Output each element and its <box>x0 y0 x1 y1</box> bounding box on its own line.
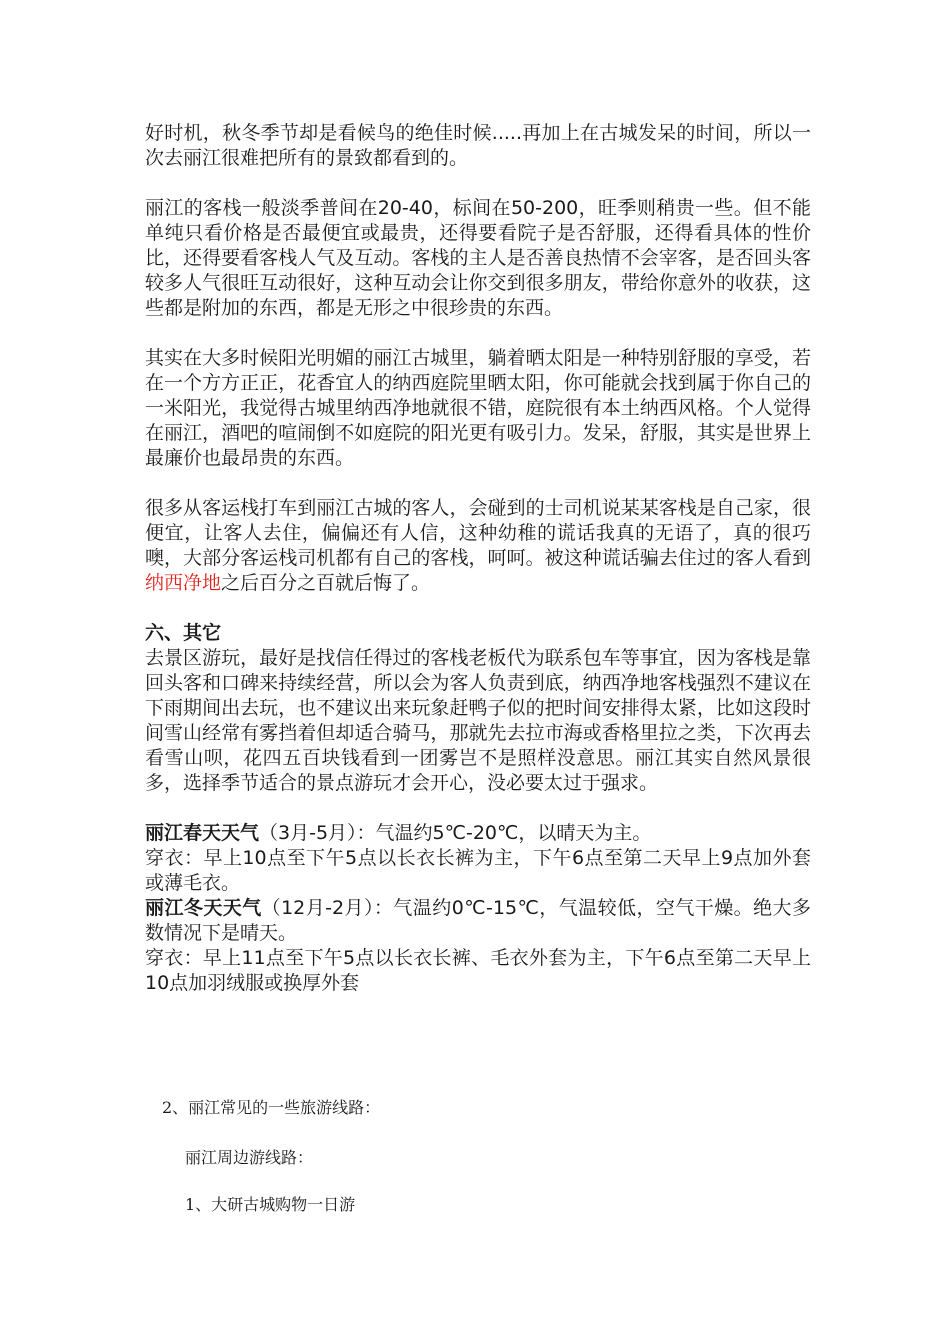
spring-weather-text: （3月-5月）：气温约5℃-20℃，以晴天为主。 <box>259 822 652 844</box>
spring-weather <box>145 821 811 846</box>
nearby-routes-title: 丽江周边游线路： <box>185 1148 314 1167</box>
routes-title: 2、丽江常见的一些旅游线路： <box>162 1098 381 1117</box>
section-heading-other: 六、其它 <box>145 622 222 644</box>
winter-weather-label: 丽江冬天天气 <box>145 897 262 919</box>
paragraph-timing: 好时机，秋冬季节却是看候鸟的绝佳时候.....再加上在古城发呆的时间，所以一次去丽江很难把所有的景致都看到的。 <box>145 122 811 169</box>
spring-weather-label: 丽江春天天气 <box>145 822 260 844</box>
spring-clothing: 穿衣：早上10点至下午5点以长衣长裤为主，下午6点至第二天早上9点加外套或薄毛衣。 <box>145 847 811 894</box>
paragraph-inn-prices: 丽江的客栈一般淡季普间在20-40，标间在50-200，旺季则稍贵一些。但不能单纯只看价格是否最便宜或最贵，还得要看院子是否舒服，还得看具体的性价比，还得要看客栈人气及互动。客栈的主人是否善良热情不会宰客，是否回头客较多人气很旺互动很好，这种互动会让你交到很多朋友，带给你意外的收获，这些都是附加的东西，都是无形之中很珍贵的东西。 <box>145 197 811 319</box>
document-body <box>145 121 811 996</box>
winter-weather-text: （12月-2月）：气温约0℃-15℃，气温较低，空气干燥。绝大多数情况下是晴天。 <box>145 897 811 944</box>
paragraph-taxi-warning <box>145 496 811 596</box>
winter-weather <box>145 896 811 946</box>
naxi-jingdi-link[interactable]: 纳西净地 <box>145 572 222 594</box>
paragraph-scenic-advice: 去景区游玩，最好是找信任得过的客栈老板代为联系包车等事宜，因为客栈是靠回头客和口碑来持续经营，所以会为客人负责到底，纳西净地客栈强烈不建议在下雨期间出去玩，也不建议出来玩象赶鸭子似的把时间安排得太紧，比如这段时间雪山经常有雾挡着但却适合骑马，那就先去拉市海或香格里拉之类，下次再去看雪山呗，花四五百块钱看到一团雾岂不是照样没意思。丽江其实自然风景很多，选择季节适合的景点游玩才会开心，没必要太过于强求。 <box>145 647 811 794</box>
route-item-1: 1、大研古城购物一日游 <box>185 1195 356 1214</box>
taxi-text-before: 很多从客运栈打车到丽江古城的客人，会碰到的士司机说某某客栈是自己家，很便宜，让客人去住，偏偏还有人信，这种幼稚的谎话我真的无语了，真的很巧噢，大部分客运栈司机都有自己的客栈，呵呵。被这种谎话骗去住过的客人看到 <box>145 497 811 569</box>
winter-clothing: 穿衣：早上11点至下午5点以长衣长裤、毛衣外套为主，下午6点至第二天早上10点加羽绒服或换厚外套 <box>145 947 811 994</box>
taxi-text-after: 之后百分之百就后悔了。 <box>221 572 431 594</box>
paragraph-sunshine: 其实在大多时候阳光明媚的丽江古城里，躺着晒太阳是一种特别舒服的享受，若在一个方方正正，花香宜人的纳西庭院里晒太阳，你可能就会找到属于你自己的一米阳光，我觉得古城里纳西净地就很不错，庭院很有本土纳西风格。个人觉得在丽江，酒吧的喧闹倒不如庭院的阳光更有吸引力。发呆，舒服，其实是世界上最廉价也最昂贵的东西。 <box>145 347 811 469</box>
